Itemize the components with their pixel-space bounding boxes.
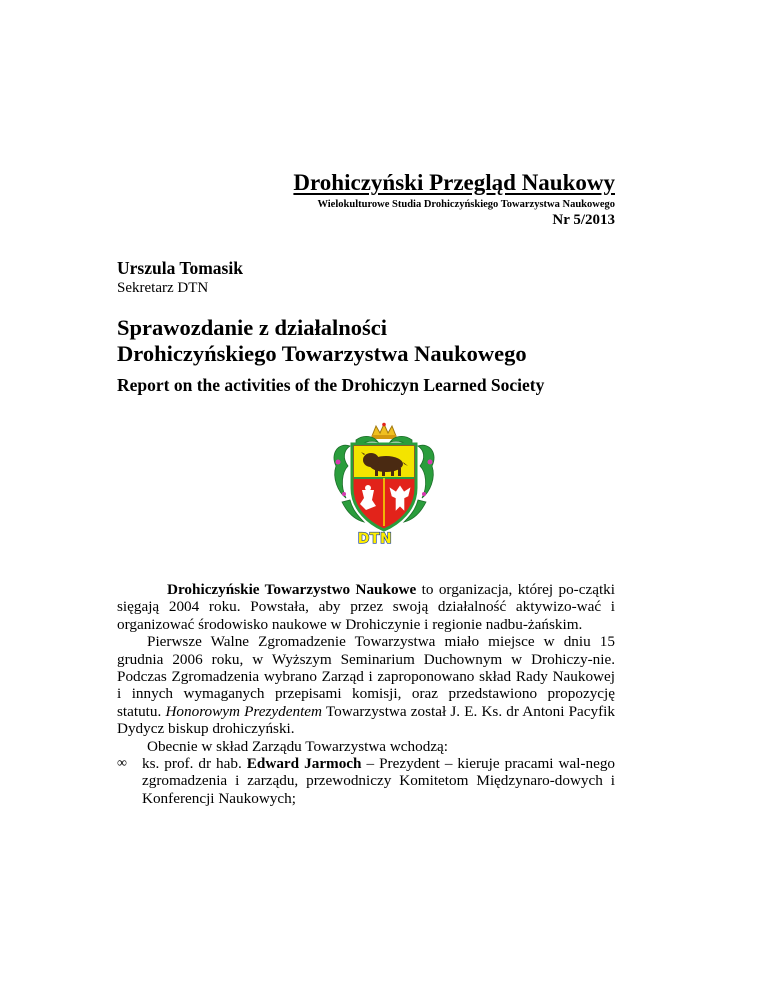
bullet-icon: ∞	[117, 756, 127, 772]
dtn-logo-label: DTN	[357, 531, 393, 547]
paragraph	[117, 581, 615, 633]
list-item-text: – Prezydent – kieruje pracami wal-nego zgromadzenia i zarządu, przewodniczy Komitetom Międzynaro-dowych i Konferencji Naukowych;	[142, 755, 616, 807]
author-name: Urszula Tomasik	[117, 258, 243, 278]
journal-subtitle: Wielokulturowe Studia Drohiczyńskiego Towarzystwa Naukowego	[317, 199, 615, 210]
person-name: Edward Jarmoch	[246, 755, 362, 773]
journal-title: Drohiczyński Przegląd Naukowy	[293, 170, 615, 195]
paragraph-text: to organizacja, której po-czątki sięgają 2004 roku. Powstała, aby przez swoją działalność aktywizo-wać i organizować środowisko naukowe w Drohiczynie i regionie nadbu-żańskim.	[117, 581, 615, 633]
list-item-prefix: ks. prof. dr hab.	[142, 755, 247, 773]
article-title	[117, 315, 527, 367]
author-role: Sekretarz DTN	[117, 280, 209, 296]
society-name: Drohiczyńskie Towarzystwo Naukowe	[167, 581, 417, 598]
article-body	[117, 581, 615, 807]
paragraph-text: Towarzystwa został J. E. Ks. dr Antoni Pacyfik Dydycz biskup drohiczyński.	[117, 702, 615, 738]
paragraph: Obecnie w skład Zarządu Towarzystwa wchodzą:	[147, 737, 449, 755]
crown-icon	[372, 423, 396, 439]
paragraph-text: Pierwsze Walne Zgromadzenie Towarzystwa miało miejsce w dniu 15 grudnia 2006 roku, w Wyższym Seminarium Duchownym w Drohiczy-nie. Podczas Zgromadzenia wybrano Zarząd i zaproponowano skład Rady Naukowej i innych wymaganych przepisami komisji, oraz przedstawiono propozycję statutu.	[117, 633, 615, 720]
article-title-line-1: Sprawozdanie z działalności	[117, 315, 388, 340]
article-title-english: Report on the activities of the Drohiczyn Learned Society	[117, 375, 545, 395]
article-title-line-2: Drohiczyńskiego Towarzystwa Naukowego	[117, 341, 527, 366]
paragraph	[117, 633, 615, 737]
honorary-title: Honorowym Prezydentem	[165, 702, 323, 720]
list-item	[117, 755, 615, 807]
journal-issue: Nr 5/2013	[552, 212, 615, 228]
